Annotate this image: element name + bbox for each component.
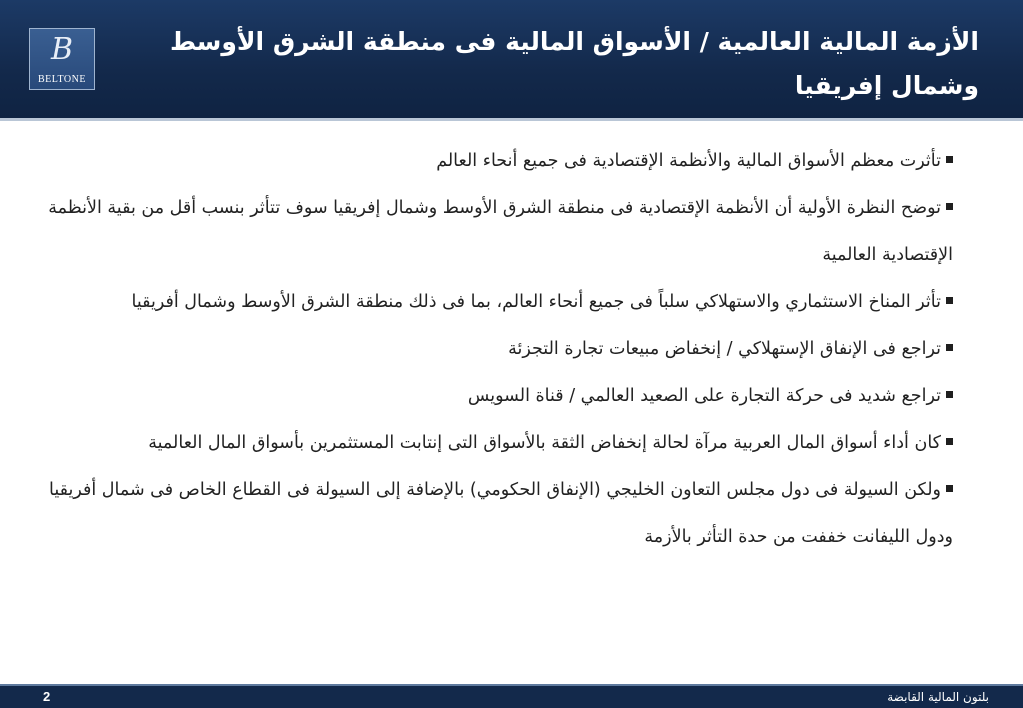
bullet-text: توضح النظرة الأولية أن الأنظمة الإقتصادية فى منطقة الشرق الأوسط وشمال إفريقيا سوف تتأثر بنسب أقل من بقية الأنظمة الإقتصادية العالمية [48, 198, 953, 265]
square-bullet-icon [946, 485, 953, 492]
square-bullet-icon [946, 203, 953, 210]
slide-title: الأزمة المالية العالمية / الأسواق المالية فى منطقة الشرق الأوسط وشمال إفريقيا [170, 27, 979, 100]
bullet-item [48, 138, 953, 185]
square-bullet-icon [946, 391, 953, 398]
bullet-item [48, 373, 953, 420]
beltone-logo [29, 28, 95, 90]
bullet-item [48, 420, 953, 467]
logo-wordmark: BELTONE [38, 74, 86, 85]
bullet-text: كان أداء أسواق المال العربية مرآة لحالة إنخفاض الثقة بالأسواق التى إنتابت المستثمرين بأسواق المال العالمية [148, 433, 941, 453]
slide-header [0, 0, 1023, 118]
page-number: 2 [43, 689, 51, 704]
bullet-text: تراجع فى الإنفاق الإستهلاكي / إنخفاض مبيعات تجارة التجزئة [508, 339, 941, 359]
square-bullet-icon [946, 344, 953, 351]
bullet-item [48, 185, 953, 279]
bullet-text: تأثرت معظم الأسواق المالية والأنظمة الإقتصادية فى جميع أنحاء العالم [436, 151, 941, 171]
bullet-text: تأثر المناخ الاستثماري والاستهلاكي سلباً فى جميع أنحاء العالم، بما فى ذلك منطقة الشرق الأوسط وشمال أفريقيا [131, 292, 941, 312]
bullet-item [48, 279, 953, 326]
bullet-list [48, 138, 953, 561]
slide-footer [0, 684, 1023, 708]
bullet-text: ولكن السيولة فى دول مجلس التعاون الخليجي (الإنفاق الحكومي) بالإضافة إلى السيولة فى القطاع الخاص فى شمال أفريقيا ودول الليفانت خففت من حدة التأثر بالأزمة [49, 480, 953, 547]
bullet-item [48, 326, 953, 373]
header-divider [0, 118, 1023, 121]
square-bullet-icon [946, 297, 953, 304]
square-bullet-icon [946, 156, 953, 163]
bullet-text: تراجع شديد فى حركة التجارة على الصعيد العالمي / قناة السويس [467, 386, 941, 406]
square-bullet-icon [946, 438, 953, 445]
logo-mark: B [50, 32, 74, 67]
bullet-item [48, 467, 953, 561]
footer-company-name: بلتون المالية القابضة [887, 690, 989, 704]
